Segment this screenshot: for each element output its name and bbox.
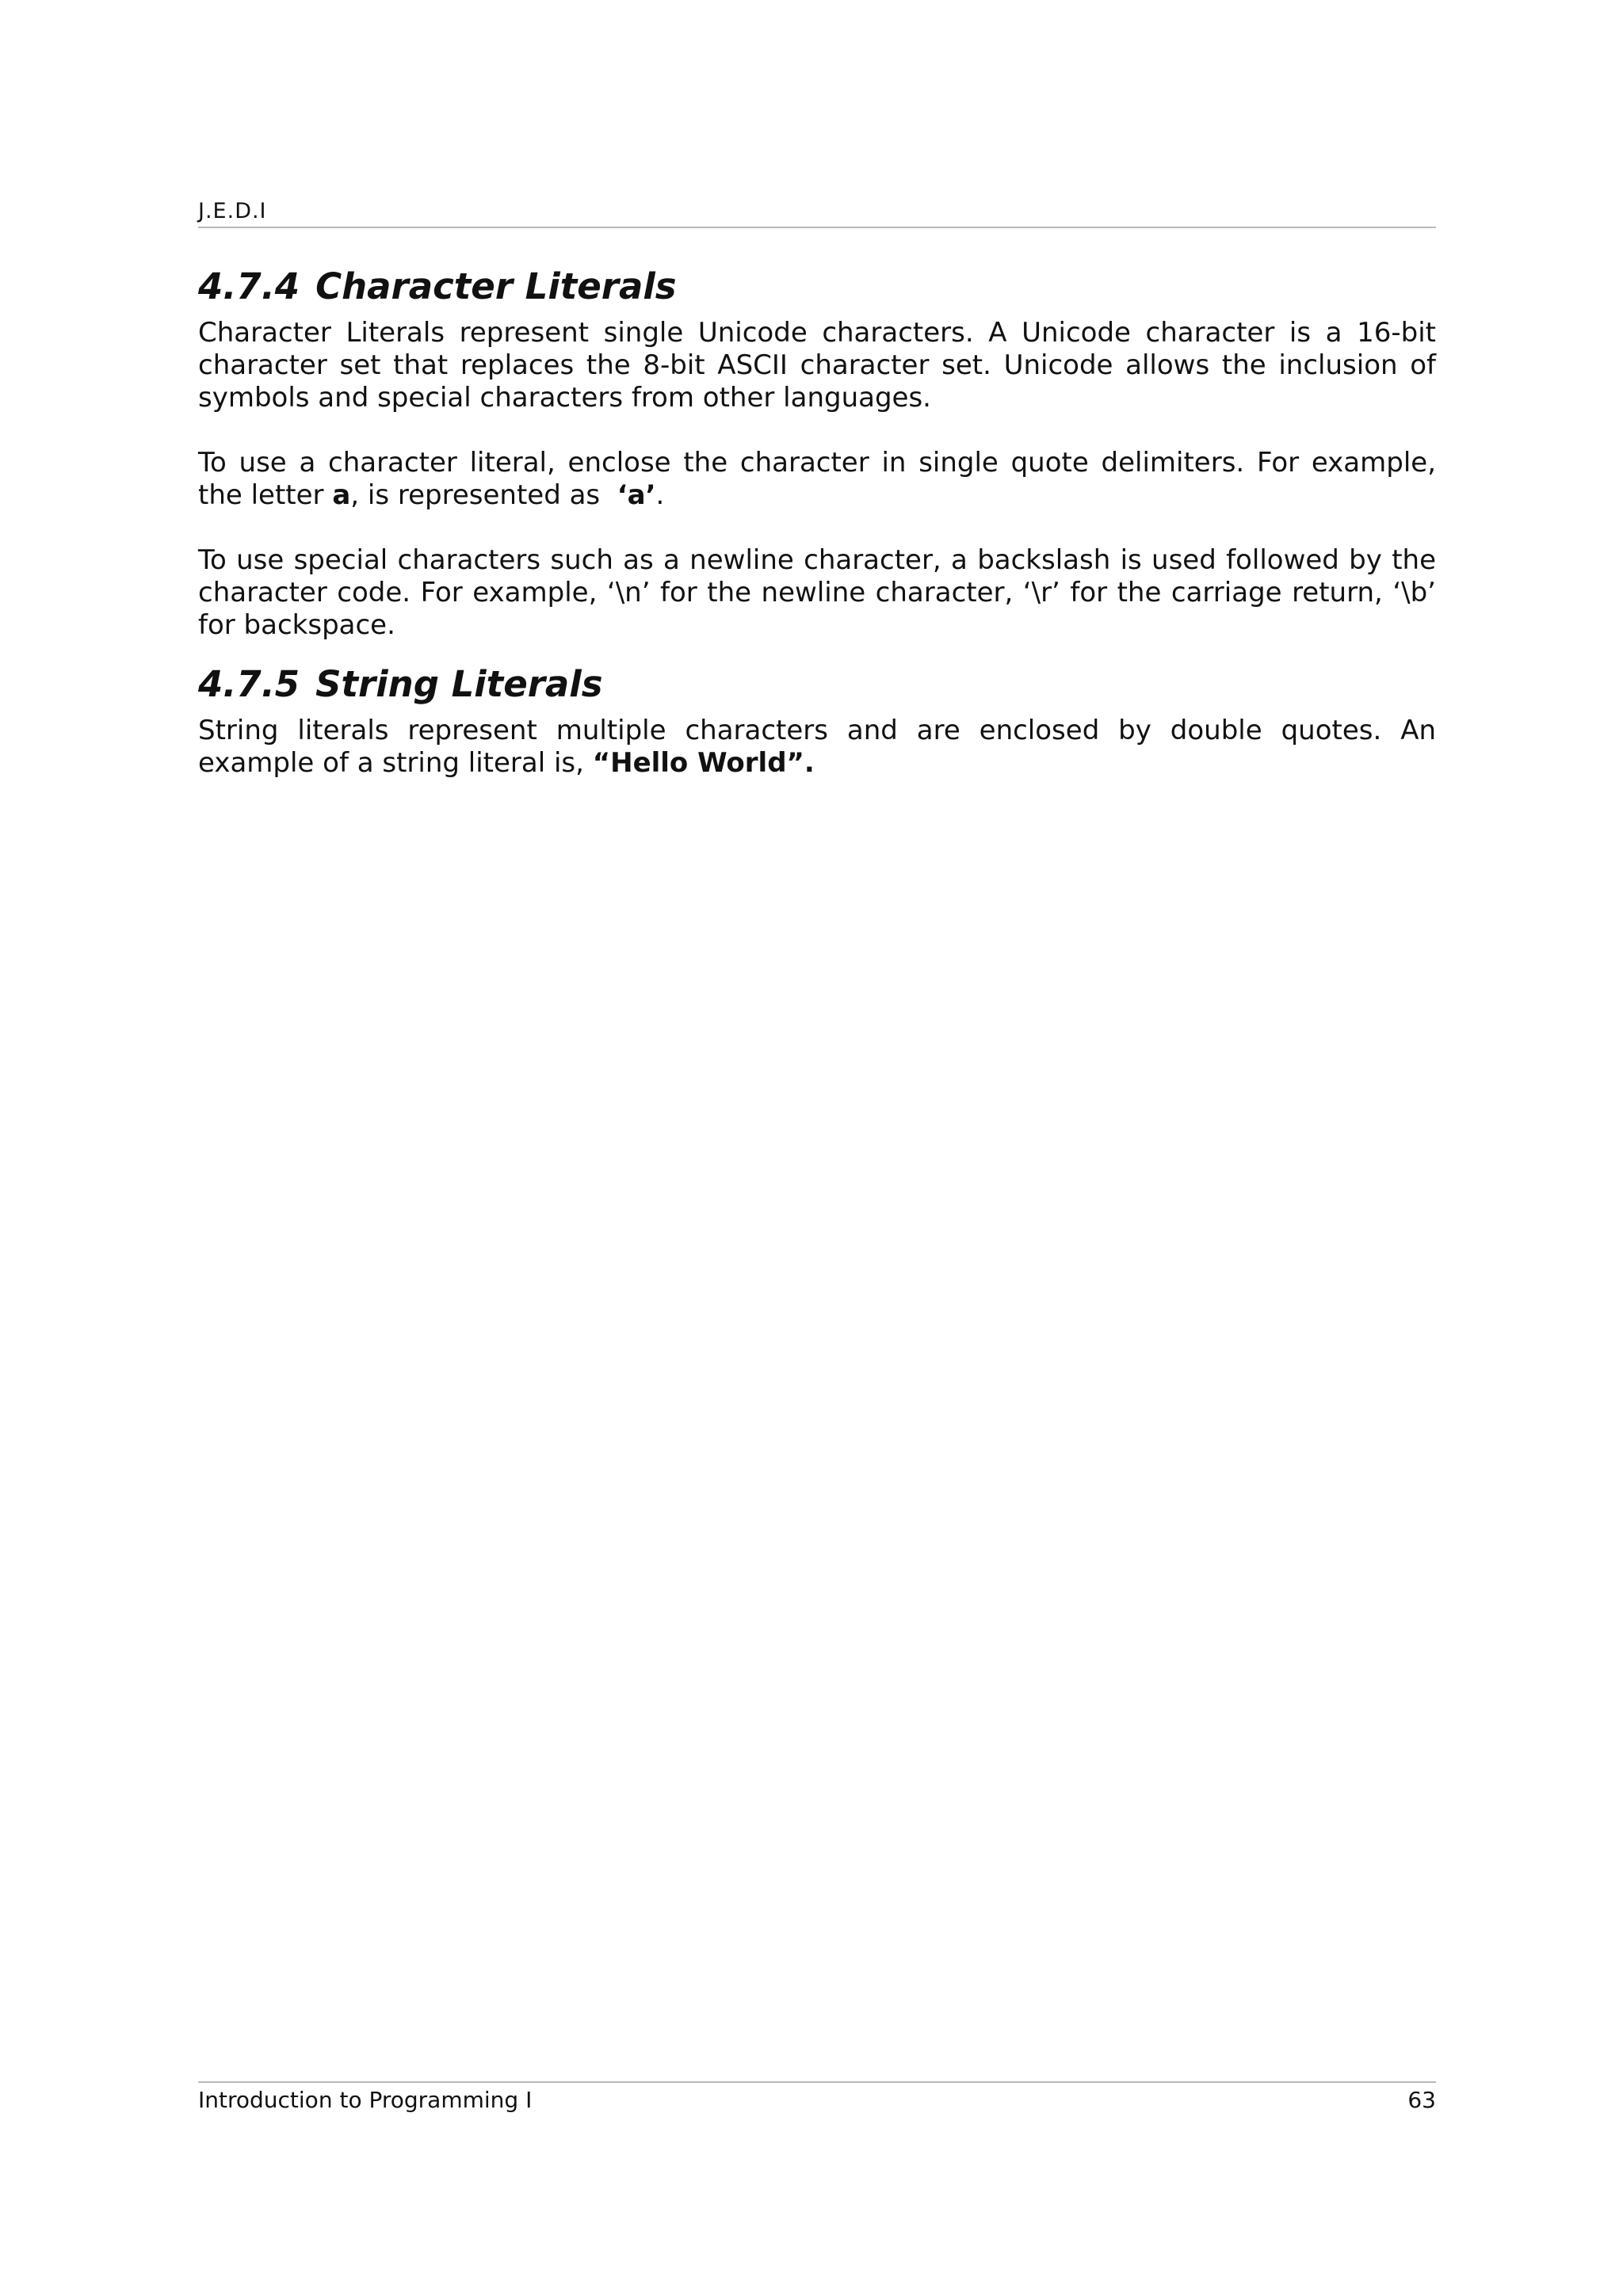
- section-title: String Literals: [315, 663, 603, 705]
- section-heading-character-literals: [198, 263, 1436, 311]
- document-page: [198, 0, 1436, 2296]
- footer-rule: [198, 2081, 1436, 2083]
- bold-string-example: “Hello World”.: [592, 747, 815, 779]
- section-title: Character Literals: [315, 265, 677, 307]
- text-run: .: [655, 479, 665, 511]
- text-run: , is represented as: [350, 479, 617, 511]
- bold-char-literal: ‘a’: [617, 479, 656, 511]
- footer-book-title: Introduction to Programming I: [198, 2087, 533, 2113]
- text-run: String literals represent multiple characters and are enclosed by double quotes. An example of a string literal is,: [198, 715, 1436, 779]
- header-rule: [198, 227, 1436, 228]
- paragraph-unicode-intro: Character Literals represent single Unicode characters. A Unicode character is a 16-bit character set that replaces the 8-bit ASCII character set. Unicode allows the inclusion of symbols and special characters from other languages.: [198, 317, 1436, 414]
- paragraph-escape-sequences: To use special characters such as a newline character, a backslash is used followed by the character code. For example, ‘\n’ for the newline character, ‘\r’ for the carriage return, ‘\b’ for backspace.: [198, 544, 1436, 641]
- running-footer: [198, 2086, 1436, 2115]
- section-heading-string-literals: [198, 661, 1436, 708]
- section-number: 4.7.5: [198, 663, 300, 705]
- section-number: 4.7.4: [198, 265, 300, 307]
- text-run: To use a character literal, enclose the character in single quote delimiters. For example, the letter: [198, 447, 1436, 511]
- page-content: [198, 263, 1436, 780]
- bold-letter: a: [332, 479, 351, 511]
- paragraph-string-literals: [198, 715, 1436, 780]
- running-header: J.E.D.I: [198, 199, 267, 223]
- paragraph-character-literal-usage: [198, 447, 1436, 512]
- page-number: 63: [1407, 2087, 1436, 2113]
